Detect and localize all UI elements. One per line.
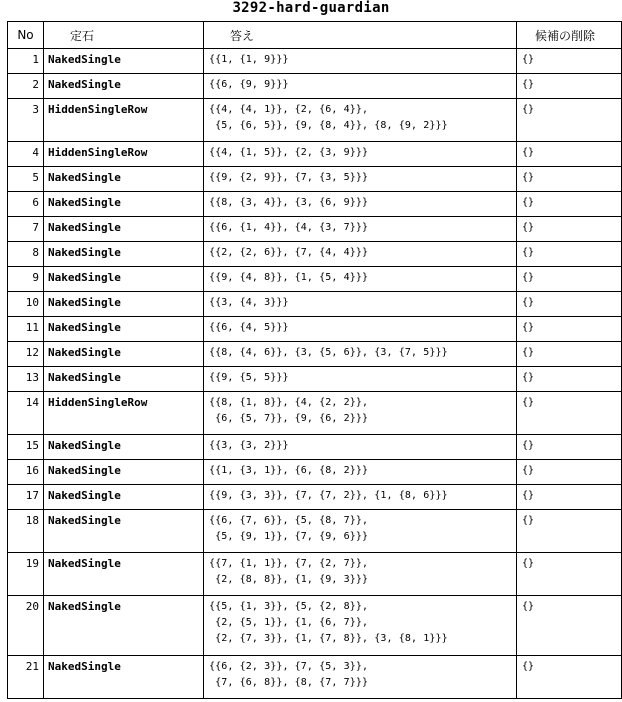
candidate-removal-cell: {} xyxy=(517,435,622,460)
row-number: 12 xyxy=(8,342,44,367)
table-row xyxy=(8,392,622,435)
answer-line: {{6, {4, 5}}} xyxy=(209,322,289,333)
table-row xyxy=(8,242,622,267)
answer-line: {{8, {4, 6}}, {3, {5, 6}}, {3, {7, 5}}} xyxy=(209,347,448,358)
answer-cell xyxy=(204,367,517,392)
row-number: 20 xyxy=(8,596,44,656)
candidate-removal-cell: {} xyxy=(517,392,622,435)
candidate-removal-cell: {} xyxy=(517,242,622,267)
candidate-removal-cell: {} xyxy=(517,292,622,317)
rule-name: NakedSingle xyxy=(44,367,204,392)
answer-cell xyxy=(204,267,517,292)
rule-name: HiddenSingleRow xyxy=(44,142,204,167)
rule-name: NakedSingle xyxy=(44,49,204,74)
answer-cell xyxy=(204,49,517,74)
row-number: 14 xyxy=(8,392,44,435)
rule-name: NakedSingle xyxy=(44,656,204,699)
answer-line: {{3, {3, 2}}} xyxy=(209,440,289,451)
answer-cell xyxy=(204,553,517,596)
answer-cell xyxy=(204,142,517,167)
answer-cell xyxy=(204,292,517,317)
answer-line: {{8, {3, 4}}, {3, {6, 9}}} xyxy=(209,197,369,208)
candidate-removal-cell: {} xyxy=(517,167,622,192)
answer-line: {{4, {4, 1}}, {2, {6, 4}}, xyxy=(209,104,369,115)
rule-name: NakedSingle xyxy=(44,167,204,192)
row-number: 8 xyxy=(8,242,44,267)
row-number: 1 xyxy=(8,49,44,74)
table-row xyxy=(8,49,622,74)
candidate-removal-cell: {} xyxy=(517,553,622,596)
table-row xyxy=(8,167,622,192)
answer-line: {{1, {3, 1}}, {6, {8, 2}}} xyxy=(209,465,369,476)
table-row xyxy=(8,217,622,242)
answer-cell xyxy=(204,242,517,267)
rule-name: NakedSingle xyxy=(44,317,204,342)
answer-line: {{6, {2, 3}}, {7, {5, 3}}, xyxy=(209,661,369,672)
rule-name: NakedSingle xyxy=(44,435,204,460)
answer-cell xyxy=(204,317,517,342)
row-number: 9 xyxy=(8,267,44,292)
row-number: 6 xyxy=(8,192,44,217)
answer-line: {6, {5, 7}}, {9, {6, 2}}} xyxy=(209,413,369,424)
table-row xyxy=(8,74,622,99)
column-header-delete: 候補の削除 xyxy=(517,22,622,49)
answer-line: {5, {6, 5}}, {9, {8, 4}}, {8, {9, 2}}} xyxy=(209,120,448,131)
rule-name: HiddenSingleRow xyxy=(44,392,204,435)
table-row xyxy=(8,99,622,142)
rule-name: NakedSingle xyxy=(44,485,204,510)
answer-line: {2, {5, 1}}, {1, {6, 7}}, xyxy=(209,617,369,628)
table-row xyxy=(8,510,622,553)
answer-cell xyxy=(204,192,517,217)
row-number: 17 xyxy=(8,485,44,510)
answer-cell xyxy=(204,485,517,510)
rule-name: NakedSingle xyxy=(44,460,204,485)
row-number: 3 xyxy=(8,99,44,142)
table-row xyxy=(8,367,622,392)
table-row xyxy=(8,435,622,460)
answer-line: {{1, {1, 9}}} xyxy=(209,54,289,65)
answer-cell xyxy=(204,74,517,99)
answer-line: {5, {9, 1}}, {7, {9, 6}}} xyxy=(209,531,369,542)
answer-line: {{9, {4, 8}}, {1, {5, 4}}} xyxy=(209,272,369,283)
row-number: 5 xyxy=(8,167,44,192)
rule-name: NakedSingle xyxy=(44,553,204,596)
rule-name: NakedSingle xyxy=(44,74,204,99)
candidate-removal-cell: {} xyxy=(517,656,622,699)
answer-line: {{6, {7, 6}}, {5, {8, 7}}, xyxy=(209,515,369,526)
answer-line: {{6, {1, 4}}, {4, {3, 7}}} xyxy=(209,222,369,233)
table-row xyxy=(8,267,622,292)
header-row xyxy=(8,22,622,49)
column-header-no: No xyxy=(8,22,44,49)
candidate-removal-cell: {} xyxy=(517,342,622,367)
answer-cell xyxy=(204,392,517,435)
candidate-removal-cell: {} xyxy=(517,217,622,242)
table-row xyxy=(8,485,622,510)
answer-cell xyxy=(204,596,517,656)
answer-cell xyxy=(204,435,517,460)
row-number: 21 xyxy=(8,656,44,699)
row-number: 16 xyxy=(8,460,44,485)
answer-line: {2, {8, 8}}, {1, {9, 3}}} xyxy=(209,574,369,585)
answer-line: {{3, {4, 3}}} xyxy=(209,297,289,308)
answer-line: {{8, {1, 8}}, {4, {2, 2}}, xyxy=(209,397,369,408)
answer-cell xyxy=(204,656,517,699)
table-row xyxy=(8,596,622,656)
rule-name: NakedSingle xyxy=(44,217,204,242)
rule-name: HiddenSingleRow xyxy=(44,99,204,142)
answer-line: {{9, {3, 3}}, {7, {7, 2}}, {1, {8, 6}}} xyxy=(209,490,448,501)
row-number: 4 xyxy=(8,142,44,167)
table-row xyxy=(8,192,622,217)
answer-line: {{9, {2, 9}}, {7, {3, 5}}} xyxy=(209,172,369,183)
answer-line: {{6, {9, 9}}} xyxy=(209,79,289,90)
answer-cell xyxy=(204,99,517,142)
answer-cell xyxy=(204,460,517,485)
rule-name: NakedSingle xyxy=(44,292,204,317)
candidate-removal-cell: {} xyxy=(517,192,622,217)
candidate-removal-cell: {} xyxy=(517,317,622,342)
candidate-removal-cell: {} xyxy=(517,367,622,392)
answer-cell xyxy=(204,217,517,242)
candidate-removal-cell: {} xyxy=(517,596,622,656)
row-number: 11 xyxy=(8,317,44,342)
table-row xyxy=(8,317,622,342)
candidate-removal-cell: {} xyxy=(517,460,622,485)
table-row xyxy=(8,553,622,596)
rule-name: NakedSingle xyxy=(44,510,204,553)
answer-line: {7, {6, 8}}, {8, {7, 7}}} xyxy=(209,677,369,688)
candidate-removal-cell: {} xyxy=(517,74,622,99)
candidate-removal-cell: {} xyxy=(517,485,622,510)
answer-cell xyxy=(204,167,517,192)
page-title: 3292-hard-guardian xyxy=(232,0,390,16)
answer-line: {{7, {1, 1}}, {7, {2, 7}}, xyxy=(209,558,369,569)
row-number: 2 xyxy=(8,74,44,99)
column-header-joseki: 定石 xyxy=(44,22,204,49)
column-header-answer: 答え xyxy=(204,22,517,49)
table-row xyxy=(8,656,622,699)
rule-name: NakedSingle xyxy=(44,596,204,656)
answer-cell xyxy=(204,510,517,553)
row-number: 7 xyxy=(8,217,44,242)
table-row xyxy=(8,460,622,485)
row-number: 19 xyxy=(8,553,44,596)
candidate-removal-cell: {} xyxy=(517,99,622,142)
table-row xyxy=(8,342,622,367)
solution-table xyxy=(7,21,622,699)
candidate-removal-cell: {} xyxy=(517,142,622,167)
answer-line: {{4, {1, 5}}, {2, {3, 9}}} xyxy=(209,147,369,158)
answer-line: {{9, {5, 5}}} xyxy=(209,372,289,383)
answer-line: {{5, {1, 3}}, {5, {2, 8}}, xyxy=(209,601,369,612)
row-number: 10 xyxy=(8,292,44,317)
table-row xyxy=(8,142,622,167)
candidate-removal-cell: {} xyxy=(517,49,622,74)
table-row xyxy=(8,292,622,317)
answer-cell xyxy=(204,342,517,367)
rule-name: NakedSingle xyxy=(44,242,204,267)
rule-name: NakedSingle xyxy=(44,267,204,292)
row-number: 13 xyxy=(8,367,44,392)
candidate-removal-cell: {} xyxy=(517,267,622,292)
candidate-removal-cell: {} xyxy=(517,510,622,553)
rule-name: NakedSingle xyxy=(44,192,204,217)
row-number: 15 xyxy=(8,435,44,460)
answer-line: {{2, {2, 6}}, {7, {4, 4}}} xyxy=(209,247,369,258)
row-number: 18 xyxy=(8,510,44,553)
rule-name: NakedSingle xyxy=(44,342,204,367)
answer-line: {2, {7, 3}}, {1, {7, 8}}, {3, {8, 1}}} xyxy=(209,633,448,644)
